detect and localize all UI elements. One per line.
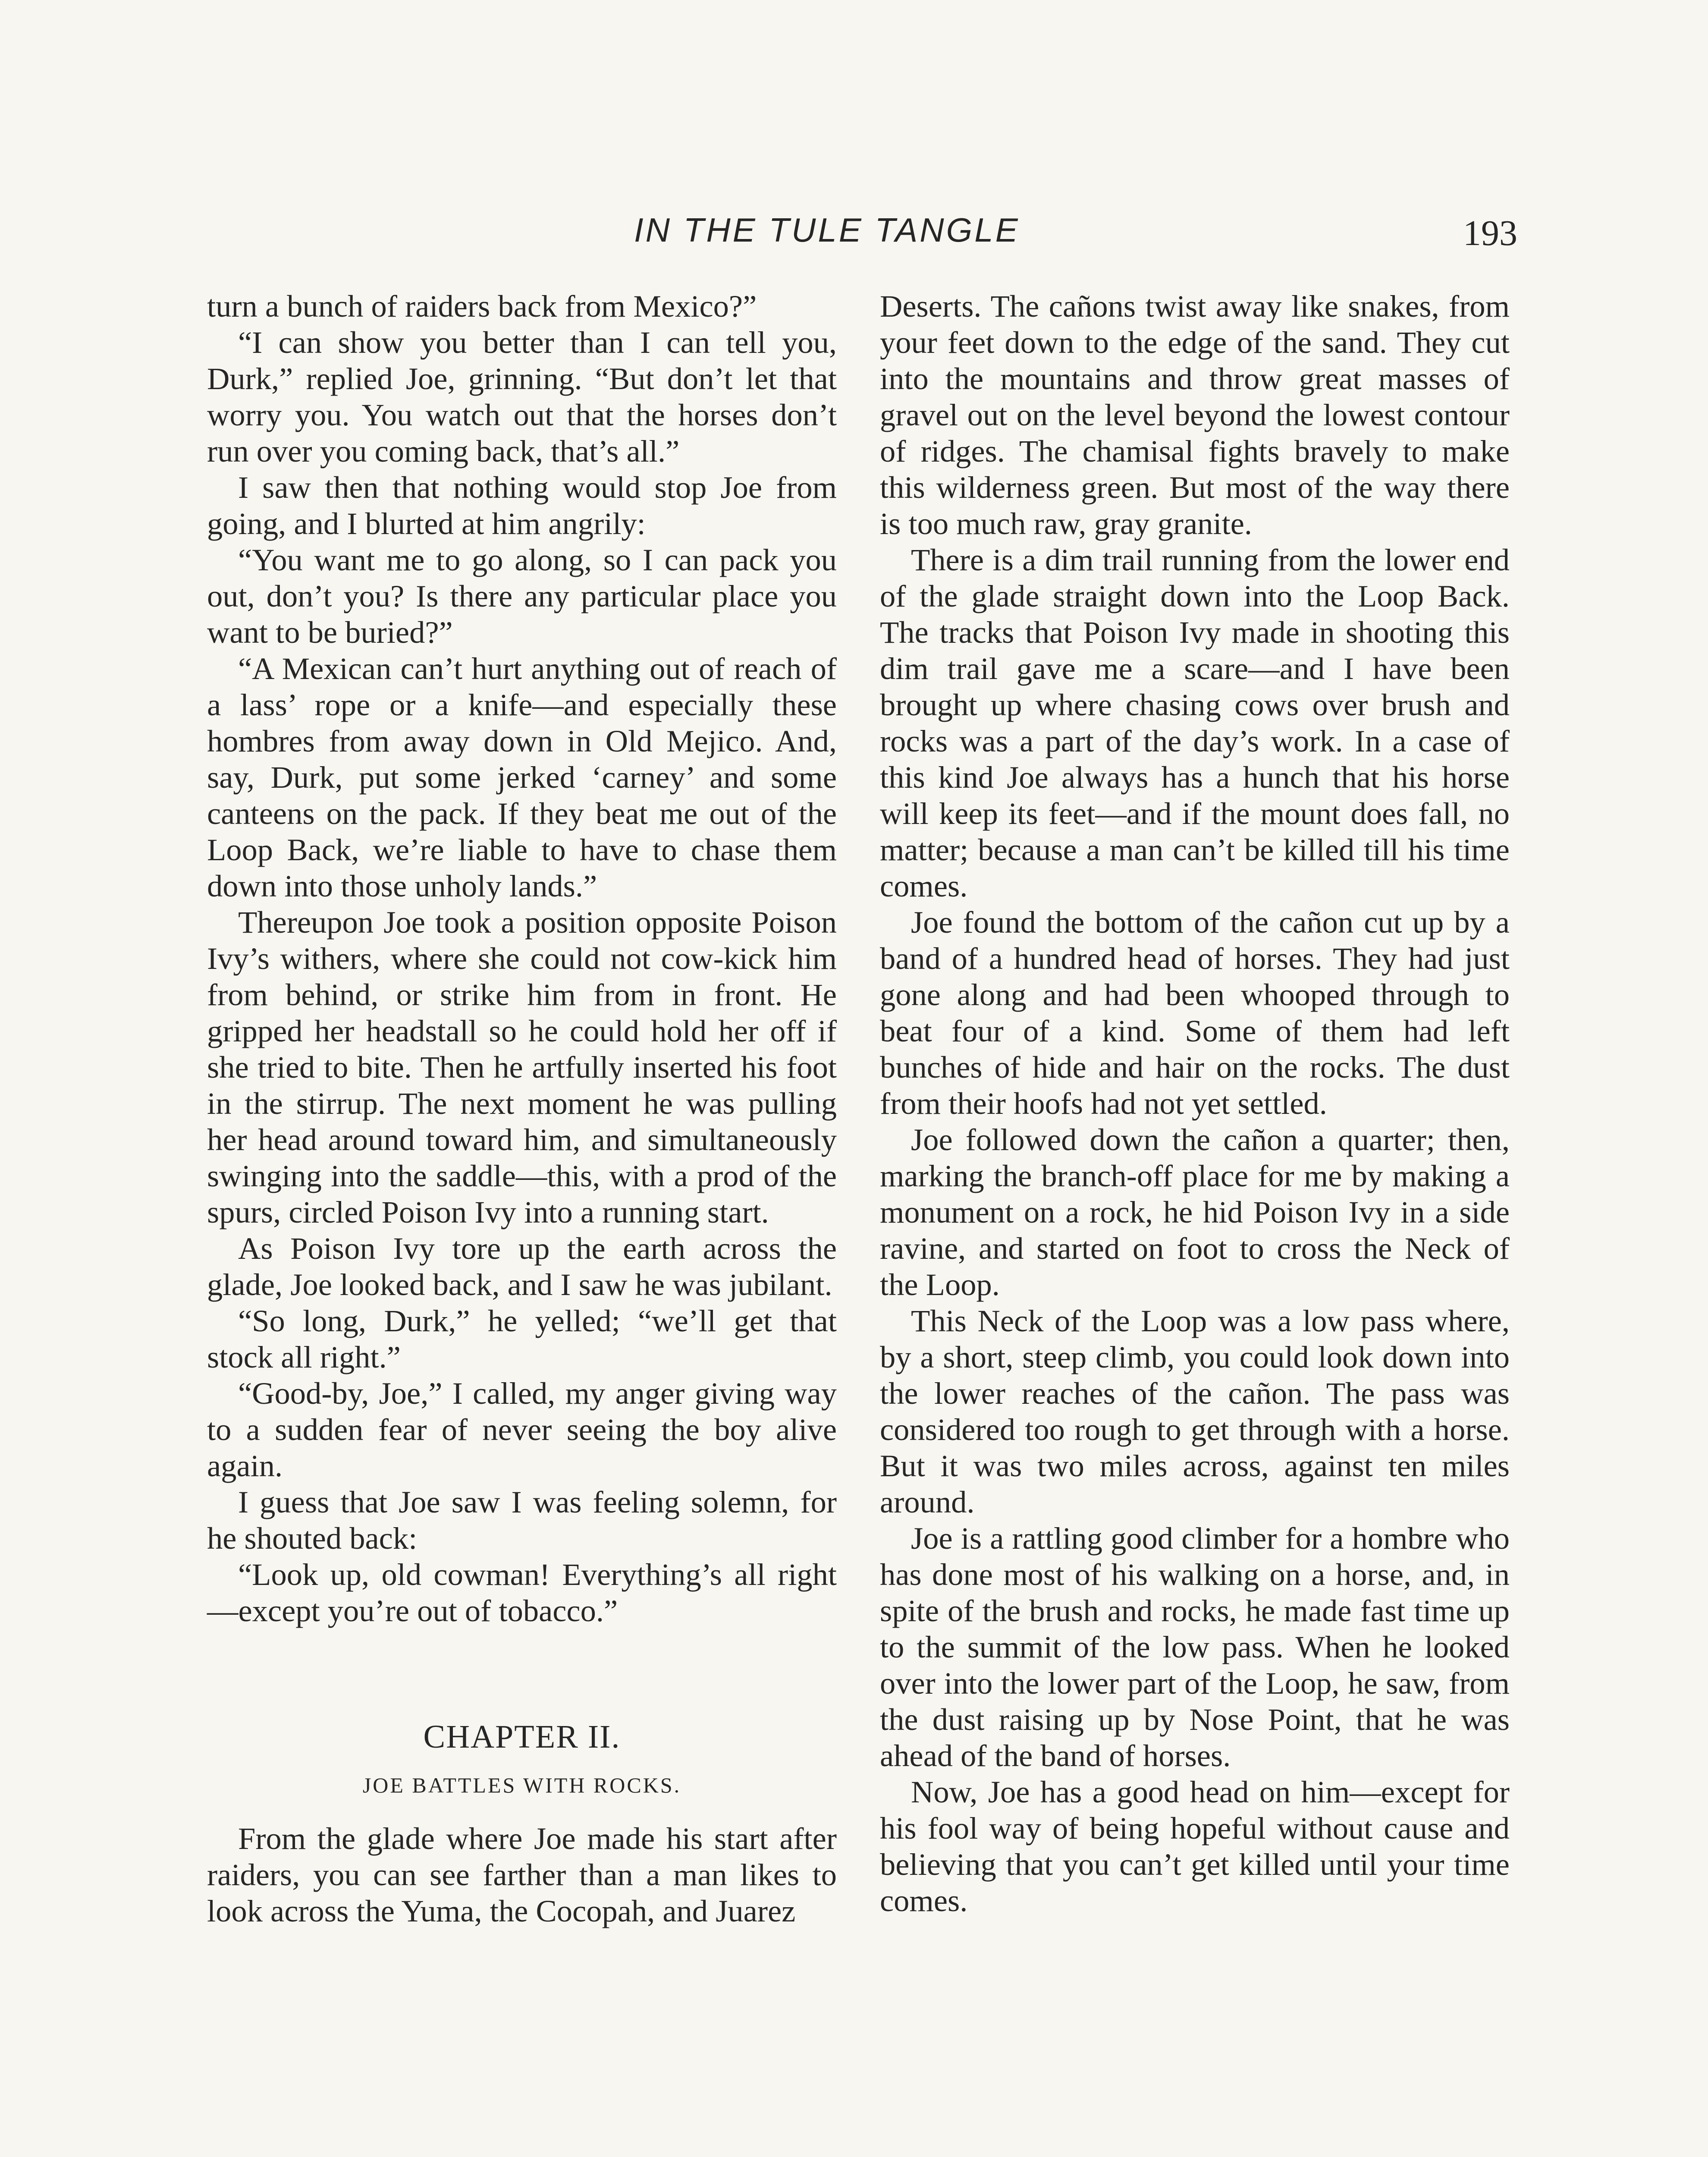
paragraph: “A Mexican can’t hurt anything out of reach of a lass’ rope or a knife—and especially these hombres from away down in Old Mejico. And, say, Durk, put some jerked ‘carney’ and some canteens on the pack. If they beat me out of the Loop Back, we’re liable to have to chase them down into those unholy lands.” — [207, 651, 837, 903]
paragraph: “You want me to go along, so I can pack you out, don’t you? Is there any particular place you want to be buried?” — [207, 542, 837, 650]
paragraph: I saw then that nothing would stop Joe from going, and I blurted at him angrily: — [207, 470, 837, 541]
paragraph: Joe is a rattling good climber for a hombre who has done most of his walking on a horse, and, in spite of the brush and rocks, he made fast time up to the summit of the low pass. When he looked over into the lower part of the Loop, he saw, from the dust raising up by Nose Point, that he was ahead of the band of horses. — [880, 1521, 1510, 1773]
paragraph: As Poison Ivy tore up the earth across the glade, Joe looked back, and I saw he was jubilant. — [207, 1231, 837, 1302]
paragraph: turn a bunch of raiders back from Mexico?” — [207, 289, 757, 324]
paragraph: Thereupon Joe took a position opposite Poison Ivy’s withers, where she could not cow-kick him from behind, or strike him from in front. He gripped her headstall so he could hold her off if she tried to bite. Then he artfully inserted his foot in the stirrup. The next moment he was pulling her head around toward him, and simultaneously swinging into the saddle—this, with a prod of the spurs, circled Poison Ivy into a running start. — [207, 905, 837, 1229]
paragraph: “I can show you better than I can tell you, Durk,” replied Joe, grinning. “But don’t let that worry you. You watch out that the horses don’t run over you coming back, that’s all.” — [207, 325, 837, 469]
paragraph: There is a dim trail running from the lower end of the glade straight down into the Loop Back. The tracks that Poison Ivy made in shooting this dim trail gave me a scare—and I have been brought up where chasing cows over brush and rocks was a part of the day’s work. In a case of this kind Joe always has a hunch that his horse will keep its feet—and if the mount does fall, no matter; because a man can’t be killed till his time comes. — [880, 542, 1510, 903]
paragraph: Joe followed down the cañon a quarter; then, marking the branch-off place for me by making a monument on a rock, he hid Poison Ivy in a side ravine, and started on foot to cross the Neck of the Loop. — [880, 1122, 1510, 1302]
page-number: 193 — [1463, 213, 1517, 253]
left-column — [207, 288, 837, 1929]
paragraph: From the glade where Joe made his start after raiders, you can see farther than a man likes to look across the Yuma, the Cocopah, and Juarez — [207, 1821, 837, 1928]
paragraph: This Neck of the Loop was a low pass where, by a short, steep climb, you could look down into the lower reaches of the cañon. The pass was considered too rough to get through with a horse. But it was two miles across, against ten miles around. — [880, 1303, 1510, 1519]
chapter-title: CHAPTER II. — [423, 1719, 621, 1755]
right-column — [880, 288, 1510, 1919]
paragraph: “Good-by, Joe,” I called, my anger giving way to a sudden fear of never seeing the boy alive again. — [207, 1376, 837, 1483]
running-title: IN THE TULE TANGLE — [634, 211, 1020, 249]
paragraph: Joe found the bottom of the cañon cut up by a band of a hundred head of horses. They had just gone along and had been whooped through to beat four of a kind. Some of them had left bunches of hide and hair on the rocks. The dust from their hoofs had not yet settled. — [880, 905, 1510, 1121]
paragraph: I guess that Joe saw I was feeling solemn, for he shouted back: — [207, 1484, 837, 1556]
chapter-subtitle: JOE BATTLES WITH ROCKS. — [362, 1773, 681, 1797]
paragraph: “Look up, old cowman! Everything’s all right—except you’re out of tobacco.” — [207, 1557, 837, 1628]
paragraph: Now, Joe has a good head on him—except for his fool way of being hopeful without cause and believing that you can’t get killed until your time comes. — [880, 1774, 1510, 1918]
paragraph: “So long, Durk,” he yelled; “we’ll get that stock all right.” — [207, 1303, 837, 1374]
paragraph: Deserts. The cañons twist away like snakes, from your feet down to the edge of the sand. They cut into the mountains and throw great masses of gravel out on the level beyond the lowest contour of ridges. The chamisal fights bravely to make this wilderness green. But most of the way there is too much raw, gray granite. — [880, 289, 1510, 541]
